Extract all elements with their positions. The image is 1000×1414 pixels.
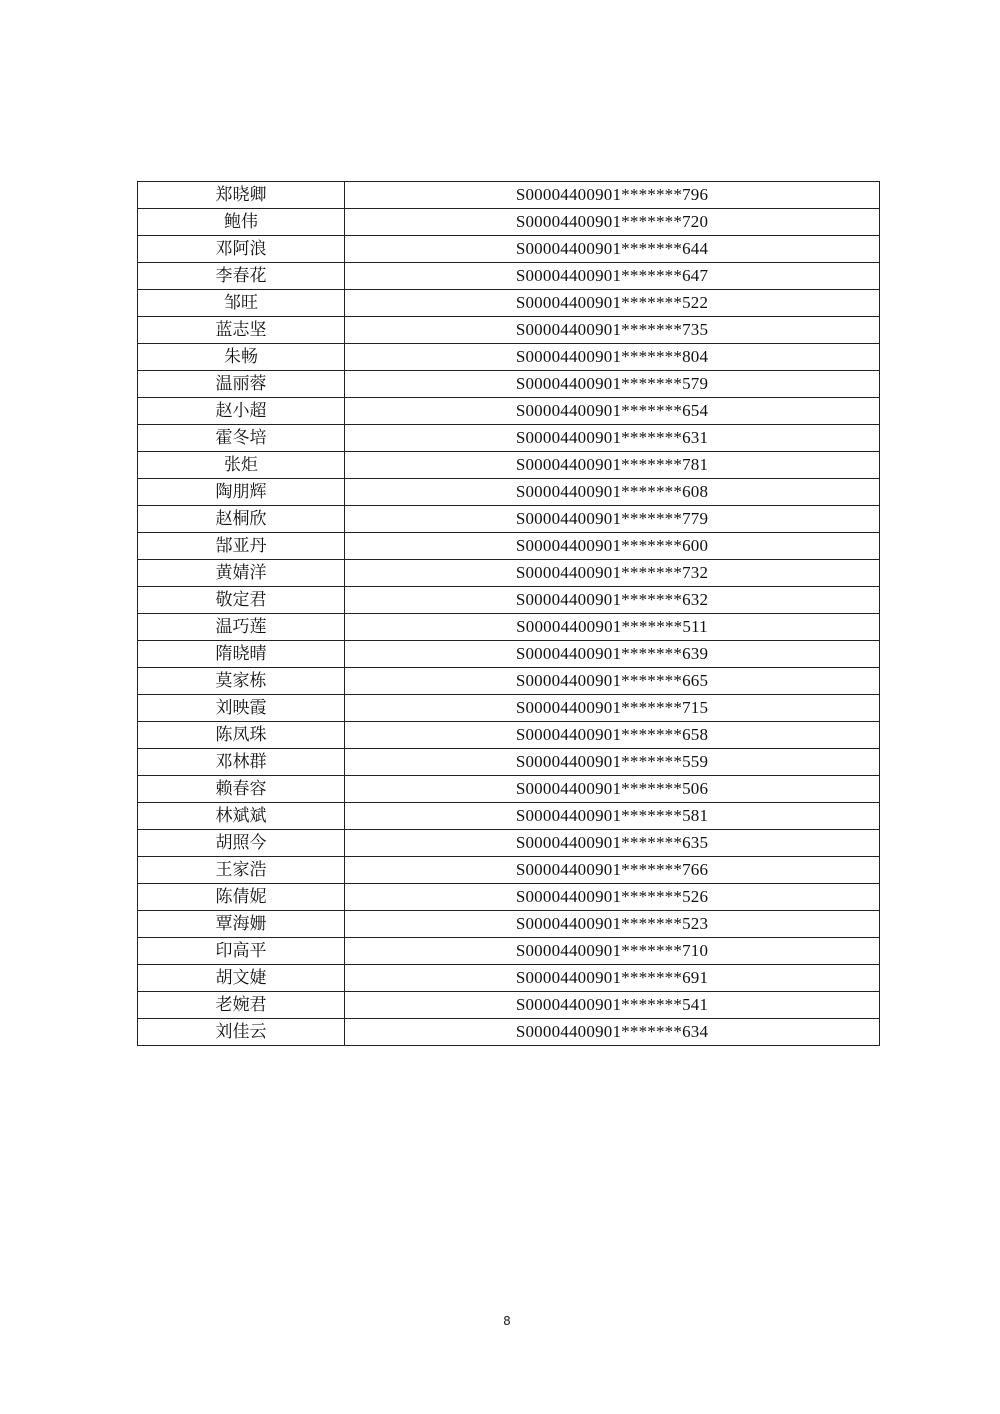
id-number-cell: S00004400901*******559 xyxy=(345,749,880,776)
name-cell: 郑晓卿 xyxy=(138,182,345,209)
table-row xyxy=(138,506,880,533)
table-row xyxy=(138,776,880,803)
id-number-cell: S00004400901*******635 xyxy=(345,830,880,857)
id-number-cell: S00004400901*******523 xyxy=(345,911,880,938)
table-row xyxy=(138,992,880,1019)
roster-table xyxy=(137,181,880,1046)
table-row xyxy=(138,290,880,317)
table-row xyxy=(138,641,880,668)
name-cell: 覃海姗 xyxy=(138,911,345,938)
name-cell: 黄婧洋 xyxy=(138,560,345,587)
id-number-cell: S00004400901*******632 xyxy=(345,587,880,614)
table-row xyxy=(138,587,880,614)
roster-table-body xyxy=(138,182,880,1046)
table-row xyxy=(138,533,880,560)
name-cell: 老婉君 xyxy=(138,992,345,1019)
id-number-cell: S00004400901*******691 xyxy=(345,965,880,992)
name-cell: 刘佳云 xyxy=(138,1019,345,1046)
page-number: 8 xyxy=(503,1314,511,1328)
name-cell: 霍冬培 xyxy=(138,425,345,452)
name-cell: 陈凤珠 xyxy=(138,722,345,749)
name-cell: 蓝志坚 xyxy=(138,317,345,344)
name-cell: 赵桐欣 xyxy=(138,506,345,533)
id-number-cell: S00004400901*******715 xyxy=(345,695,880,722)
table-row xyxy=(138,425,880,452)
id-number-cell: S00004400901*******781 xyxy=(345,452,880,479)
id-number-cell: S00004400901*******581 xyxy=(345,803,880,830)
id-number-cell: S00004400901*******796 xyxy=(345,182,880,209)
table-row xyxy=(138,1019,880,1046)
table-row xyxy=(138,857,880,884)
name-cell: 陈倩妮 xyxy=(138,884,345,911)
name-cell: 王家浩 xyxy=(138,857,345,884)
id-number-cell: S00004400901*******720 xyxy=(345,209,880,236)
table-row xyxy=(138,263,880,290)
table-row xyxy=(138,830,880,857)
name-cell: 郜亚丹 xyxy=(138,533,345,560)
id-number-cell: S00004400901*******647 xyxy=(345,263,880,290)
id-number-cell: S00004400901*******634 xyxy=(345,1019,880,1046)
name-cell: 张炬 xyxy=(138,452,345,479)
table-row xyxy=(138,749,880,776)
id-number-cell: S00004400901*******526 xyxy=(345,884,880,911)
id-number-cell: S00004400901*******804 xyxy=(345,344,880,371)
name-cell: 胡照今 xyxy=(138,830,345,857)
name-cell: 李春花 xyxy=(138,263,345,290)
name-cell: 陶朋辉 xyxy=(138,479,345,506)
id-number-cell: S00004400901*******735 xyxy=(345,317,880,344)
id-number-cell: S00004400901*******579 xyxy=(345,371,880,398)
table-row xyxy=(138,317,880,344)
table-row xyxy=(138,560,880,587)
name-cell: 莫家栋 xyxy=(138,668,345,695)
name-cell: 邹旺 xyxy=(138,290,345,317)
name-cell: 赖春容 xyxy=(138,776,345,803)
id-number-cell: S00004400901*******511 xyxy=(345,614,880,641)
table-row xyxy=(138,938,880,965)
id-number-cell: S00004400901*******541 xyxy=(345,992,880,1019)
table-row xyxy=(138,911,880,938)
table-row xyxy=(138,803,880,830)
table-row xyxy=(138,209,880,236)
name-cell: 温巧莲 xyxy=(138,614,345,641)
table-row xyxy=(138,668,880,695)
id-number-cell: S00004400901*******779 xyxy=(345,506,880,533)
id-number-cell: S00004400901*******732 xyxy=(345,560,880,587)
table-row xyxy=(138,965,880,992)
table-row xyxy=(138,344,880,371)
name-cell: 隋晓晴 xyxy=(138,641,345,668)
table-row xyxy=(138,695,880,722)
id-number-cell: S00004400901*******766 xyxy=(345,857,880,884)
id-number-cell: S00004400901*******506 xyxy=(345,776,880,803)
table-row xyxy=(138,614,880,641)
name-cell: 林斌斌 xyxy=(138,803,345,830)
id-number-cell: S00004400901*******665 xyxy=(345,668,880,695)
id-number-cell: S00004400901*******644 xyxy=(345,236,880,263)
table-row xyxy=(138,479,880,506)
id-number-cell: S00004400901*******654 xyxy=(345,398,880,425)
id-number-cell: S00004400901*******608 xyxy=(345,479,880,506)
id-number-cell: S00004400901*******658 xyxy=(345,722,880,749)
id-number-cell: S00004400901*******639 xyxy=(345,641,880,668)
table-row xyxy=(138,884,880,911)
table-row xyxy=(138,452,880,479)
name-cell: 温丽蓉 xyxy=(138,371,345,398)
id-number-cell: S00004400901*******522 xyxy=(345,290,880,317)
id-number-cell: S00004400901*******710 xyxy=(345,938,880,965)
table-row xyxy=(138,722,880,749)
name-cell: 朱畅 xyxy=(138,344,345,371)
id-number-cell: S00004400901*******600 xyxy=(345,533,880,560)
name-cell: 敬定君 xyxy=(138,587,345,614)
table-row xyxy=(138,182,880,209)
table-row xyxy=(138,398,880,425)
name-cell: 印高平 xyxy=(138,938,345,965)
name-cell: 鲍伟 xyxy=(138,209,345,236)
name-cell: 邓林群 xyxy=(138,749,345,776)
table-row xyxy=(138,236,880,263)
name-cell: 赵小超 xyxy=(138,398,345,425)
id-number-cell: S00004400901*******631 xyxy=(345,425,880,452)
name-cell: 邓阿浪 xyxy=(138,236,345,263)
name-cell: 胡文婕 xyxy=(138,965,345,992)
name-cell: 刘映霞 xyxy=(138,695,345,722)
table-row xyxy=(138,371,880,398)
